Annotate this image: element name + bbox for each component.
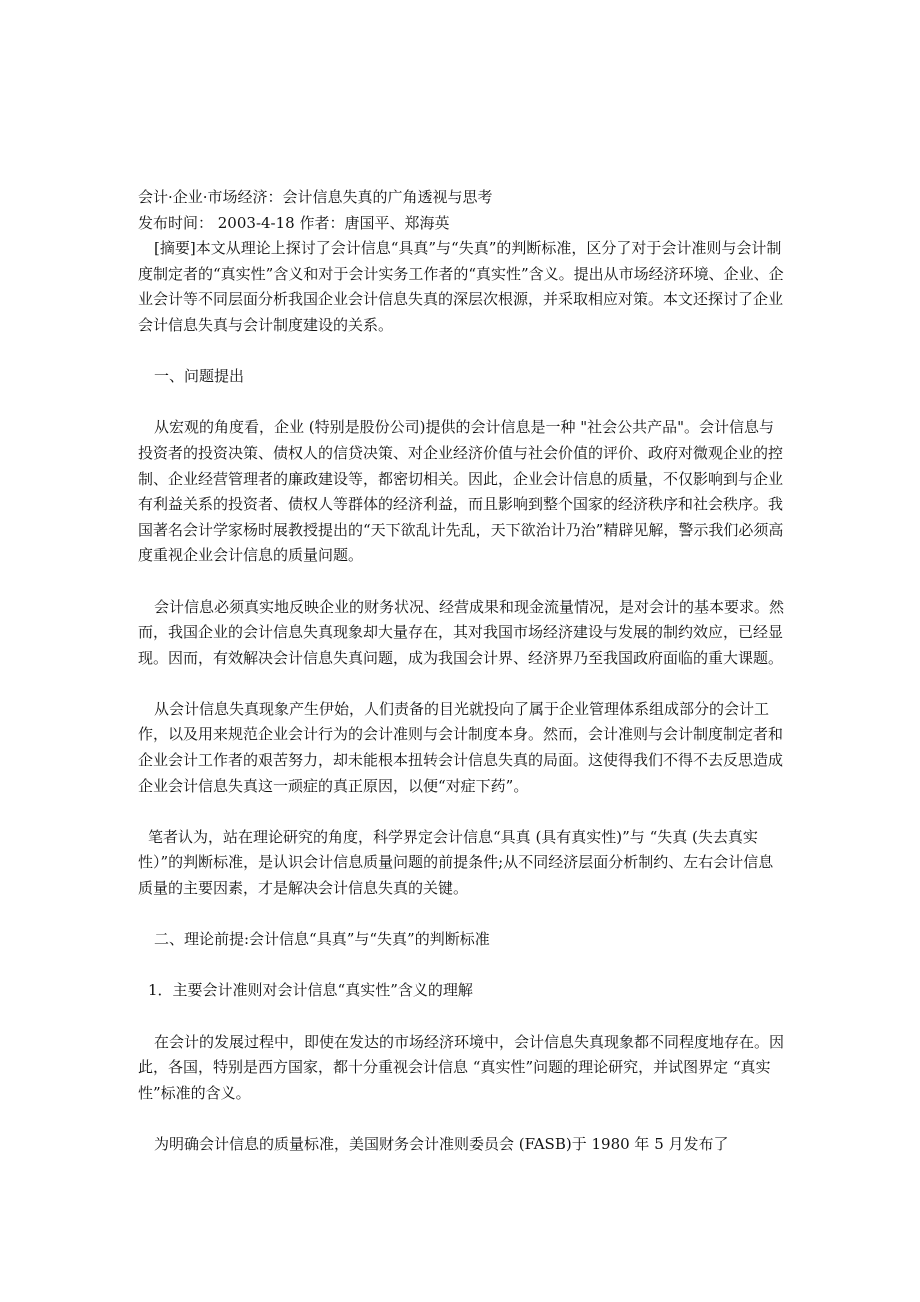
- paragraph-2: 会计信息必须真实地反映企业的财务状况、经营成果和现金流量情况，是对会计的基本要求。然而，我国企业的会计信息失真现象却大量存在，其对我国市场经济建设与发展的制约效应，已经显现。因而，有效解决会计信息失真问题，成为我国会计界、经济界乃至我国政府面临的重大课题。: [138, 597, 785, 667]
- spacer: [138, 799, 784, 825]
- spacer: [138, 953, 784, 979]
- spacer: [138, 390, 784, 416]
- paragraph-3: 从会计信息失真现象产生伊始，人们责备的目光就投向了属于企业管理体系组成部分的会计工作，以及用来规范企业会计行为的会计准则与会计制度本身。然而，会计准则与会计制度制定者和企业会计工作者的艰苦努力，却未能根本扭转会计信息失真的局面。这使得我们不得不去反思造成企业会计信息失真这一顽症的真正原因，以便“对症下药”。: [138, 699, 784, 795]
- paragraph-1: 从宏观的角度看，企业 (特别是股份公司)提供的会计信息是一种 "社会公共产品"。会计信息与投资者的投资决策、债权人的信贷决策、对企业经济价值与社会价值的评价、政府对微观企业的控制、企业经营管理者的廉政建设等，都密切相关。因此，企业会计信息的质量，不仅影响到与企业有利益关系的投资者、债权人等群体的经济利益，而且影响到整个国家的经济秩序和社会秩序。我国著名会计学家杨时展教授提出的“天下欲乱计先乱，天下欲治计乃治”精辟见解，警示我们必须高度重视企业会计信息的质量问题。: [138, 418, 784, 565]
- paragraph-4: 笔者认为，站在理论研究的角度，科学界定会计信息“具真 (具有真实性)”与 “失真 (失去真实性）”的判断标准，是认识会计信息质量问题的前提条件;从不同经济层面分析制约、左右会计信息质量的主要因素，才是解决会计信息失真的关键。: [138, 827, 774, 898]
- paragraph-5: 在会计的发展过程中，即使在发达的市场经济环境中，会计信息失真现象都不同程度地存在。因此，各国，特别是西方国家，都十分重视会计信息 “真实性”问题的理论研究，并试图界定 “真实性”标准的含义。: [138, 1032, 785, 1102]
- article-meta: 发布时间： 2003-4-18 作者：唐国平、郑海英: [138, 213, 450, 232]
- spacer: [138, 671, 784, 697]
- section-heading-2: 二、理论前提:会计信息“具真”与“失真”的判断标准: [154, 930, 490, 949]
- spacer: [138, 902, 784, 928]
- spacer: [138, 1004, 784, 1030]
- section-heading-1: 一、问题提出: [154, 367, 245, 386]
- spacer: [138, 1106, 784, 1132]
- spacer: [138, 569, 784, 595]
- paragraph-6: 为明确会计信息的质量标准，美国财务会计准则委员会 (FASB)于 1980 年 5 月发布了: [154, 1134, 729, 1153]
- subsection-heading-1: 1．主要会计准则对会计信息“真实性”含义的理解: [148, 981, 473, 1000]
- spacer: [138, 339, 784, 365]
- abstract-paragraph: [摘要]本文从理论上探讨了会计信息“具真”与“失真”的判断标准，区分了对于会计准则与会计制度制定者的“真实性”含义和对于会计实务工作者的“真实性”含义。提出从市场经济环境、企业、企业会计等不同层面分析我国企业会计信息失真的深层次根源，并采取相应对策。本文还探讨了企业会计信息失真与会计制度建设的关系。: [138, 239, 784, 334]
- article-body: [138, 185, 784, 1158]
- article-title: 会计·企业·市场经济：会计信息失真的广角透视与思考: [138, 188, 493, 206]
